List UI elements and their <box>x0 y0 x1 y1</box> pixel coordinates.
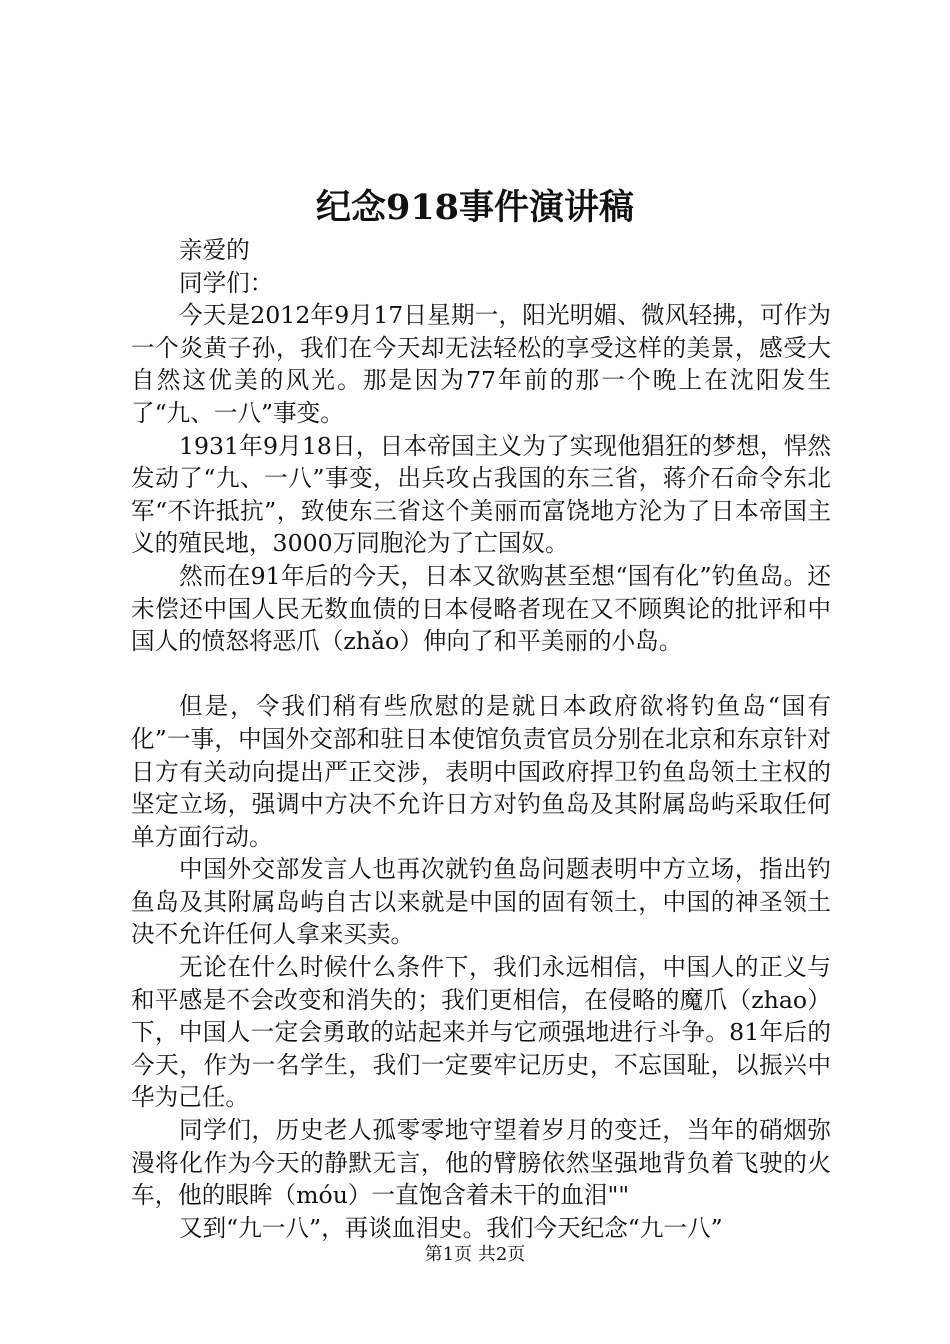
paragraph: 1931年9月18日，日本帝国主义为了实现他猖狂的梦想，悍然发动了“九、一八”事变，出兵攻占我国的东三省，蒋介石命令东北军“不许抵抗”，致使东三省这个美丽而富饶地方沦为了日本帝国主义的殖民地，3000万同胞沦为了亡国奴。 <box>131 431 831 558</box>
paragraph: 今天是2012年9月17日星期一，阳光明媚、微风轻拂，可作为一个炎黄子孙，我们在今天却无法轻松的享受这样的美景，感受大自然这优美的风光。那是因为77年前的那一个晚上在沈阳发生了“九、一八”事变。 <box>131 301 831 427</box>
paragraph: 同学们，历史老人孤零零地守望着岁月的变迁，当年的硝烟弥漫将化作为今天的静默无言，他的臂膀依然坚强地背负着飞驶的火车，他的眼眸（móu）一直饱含着未干的血泪"" <box>131 1116 831 1210</box>
paragraph: 然而在91年后的今天，日本又欲购甚至想“国有化”钓鱼岛。还未偿还中国人民无数血债的日本侵略者现在又不顾舆论的批评和中国人的愤怒将恶爪（zhǎo）伸向了和平美丽的小岛。 <box>131 561 831 656</box>
paragraph-spacer <box>131 658 831 691</box>
page-footer: 第1页 共2页 <box>424 1244 526 1265</box>
paragraph: 中国外交部发言人也再次就钓鱼岛问题表明中方立场，指出钓鱼岛及其附属岛屿自古以来就是中国的固有领土，中国的神圣领土决不允许任何人拿来买卖。 <box>131 855 831 949</box>
paragraph: 但是，令我们稍有些欣慰的是就日本政府欲将钓鱼岛“国有化”一事，中国外交部和驻日本使馆负责官员分别在北京和东京针对日方有关动向提出严正交涉，表明中国政府捍卫钓鱼岛领土主权的坚定立场，强调中方决不允许日方对钓鱼岛及其附属岛屿采取任何单方面行动。 <box>131 692 831 851</box>
paragraph: 无论在什么时候什么条件下，我们永远相信，中国人的正义与和平感是不会改变和消失的；我们更相信，在侵略的魔爪（zhao）下，中国人一定会勇敢的站起来并与它顽强地进行斗争。81年后的今天，作为一名学生，我们一定要牢记历史，不忘国耻，以振兴中华为己任。 <box>131 953 831 1112</box>
salutation-line-1: 亲爱的 <box>179 236 250 264</box>
paragraph: 又到“九一八”，再谈血泪史。我们今天纪念“九一八” <box>179 1213 723 1242</box>
document-title: 纪念918事件演讲稿 <box>315 187 635 228</box>
document-body <box>131 234 831 1244</box>
salutation-line-2: 同学们： <box>179 268 274 297</box>
